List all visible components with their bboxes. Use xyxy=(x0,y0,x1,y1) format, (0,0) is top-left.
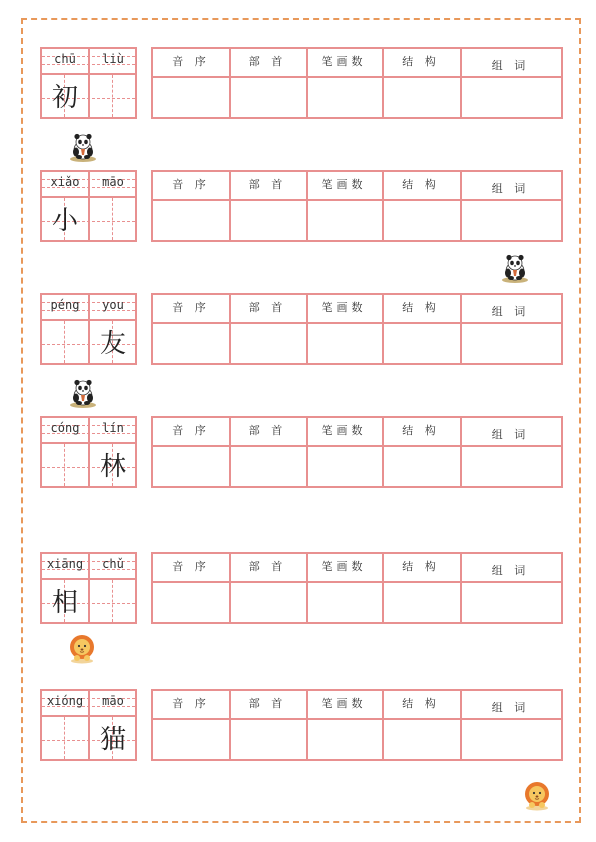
character-info-table xyxy=(151,170,563,242)
answer-cell-bushou[interactable] xyxy=(229,720,306,759)
character-left: 小 xyxy=(51,206,78,236)
answer-cell-jiegou[interactable] xyxy=(382,583,460,622)
pinyin-right: māo xyxy=(102,175,124,189)
header-zuci: 组 词 xyxy=(491,564,530,577)
character-grid xyxy=(40,170,137,242)
answer-cell-zuci[interactable] xyxy=(460,720,561,759)
character-info-table xyxy=(151,416,563,488)
character-grid xyxy=(40,293,137,365)
answer-cell-jiegou[interactable] xyxy=(382,324,460,363)
answer-cell-bihuashu[interactable] xyxy=(306,447,382,486)
answer-cell-zuci[interactable] xyxy=(460,78,561,117)
header-bihuashu: 笔画数 xyxy=(321,560,367,573)
answer-cell-bushou[interactable] xyxy=(229,583,306,622)
header-bihuashu: 笔画数 xyxy=(321,301,367,314)
header-zuci: 组 词 xyxy=(491,182,530,195)
character-grid xyxy=(40,47,137,119)
header-jiegou: 结 构 xyxy=(402,178,440,191)
header-bushou: 部 首 xyxy=(248,55,287,68)
header-jiegou: 结 构 xyxy=(402,560,440,573)
answer-cell-yinxu[interactable] xyxy=(153,583,229,622)
pinyin-right: you xyxy=(102,298,124,312)
header-bihuashu: 笔画数 xyxy=(321,424,367,437)
pinyin-left: xióng xyxy=(46,694,84,708)
answer-cell-yinxu[interactable] xyxy=(153,720,229,759)
header-bushou: 部 首 xyxy=(248,697,287,710)
answer-cell-bushou[interactable] xyxy=(229,78,306,117)
pinyin-left: xiāng xyxy=(46,557,84,571)
character-left: 相 xyxy=(51,588,78,618)
answer-cell-bihuashu[interactable] xyxy=(306,201,382,240)
pinyin-left: cóng xyxy=(50,421,80,435)
header-zuci: 组 词 xyxy=(491,59,530,72)
lion-icon xyxy=(67,634,97,666)
header-bushou: 部 首 xyxy=(248,178,287,191)
panda-icon xyxy=(500,253,530,285)
header-bihuashu: 笔画数 xyxy=(321,178,367,191)
header-bushou: 部 首 xyxy=(248,560,287,573)
pinyin-right: māo xyxy=(102,694,124,708)
answer-cell-yinxu[interactable] xyxy=(153,447,229,486)
answer-cell-jiegou[interactable] xyxy=(382,720,460,759)
header-bihuashu: 笔画数 xyxy=(321,697,367,710)
character-info-table xyxy=(151,293,563,365)
pinyin-left: chū xyxy=(54,52,76,66)
character-right: 林 xyxy=(99,452,126,482)
pinyin-left: xiǎo xyxy=(50,175,80,189)
header-jiegou: 结 构 xyxy=(402,424,440,437)
header-bushou: 部 首 xyxy=(248,424,287,437)
answer-cell-bihuashu[interactable] xyxy=(306,583,382,622)
pinyin-right: liù xyxy=(102,52,124,66)
header-bihuashu: 笔画数 xyxy=(321,55,367,68)
header-yinxu: 音 序 xyxy=(172,424,210,437)
header-jiegou: 结 构 xyxy=(402,55,440,68)
pinyin-left: péng xyxy=(50,298,80,312)
lion-icon xyxy=(522,781,552,813)
answer-cell-jiegou[interactable] xyxy=(382,201,460,240)
answer-cell-bushou[interactable] xyxy=(229,324,306,363)
answer-cell-bihuashu[interactable] xyxy=(306,324,382,363)
character-info-table xyxy=(151,689,563,761)
character-info-table xyxy=(151,47,563,119)
character-info-table xyxy=(151,552,563,624)
answer-cell-bushou[interactable] xyxy=(229,447,306,486)
header-jiegou: 结 构 xyxy=(402,697,440,710)
answer-cell-zuci[interactable] xyxy=(460,324,561,363)
header-zuci: 组 词 xyxy=(491,701,530,714)
header-yinxu: 音 序 xyxy=(172,301,210,314)
answer-cell-zuci[interactable] xyxy=(460,583,561,622)
panda-icon xyxy=(68,378,98,410)
answer-cell-yinxu[interactable] xyxy=(153,78,229,117)
answer-cell-zuci[interactable] xyxy=(460,447,561,486)
pinyin-right: lín xyxy=(102,421,124,435)
character-right: 友 xyxy=(99,329,126,359)
character-grid xyxy=(40,416,137,488)
answer-cell-jiegou[interactable] xyxy=(382,78,460,117)
character-left: 初 xyxy=(51,83,78,113)
character-right: 猫 xyxy=(99,725,126,755)
answer-cell-bihuashu[interactable] xyxy=(306,720,382,759)
header-bushou: 部 首 xyxy=(248,301,287,314)
character-grid xyxy=(40,689,137,761)
answer-cell-yinxu[interactable] xyxy=(153,201,229,240)
header-jiegou: 结 构 xyxy=(402,301,440,314)
header-yinxu: 音 序 xyxy=(172,560,210,573)
answer-cell-bushou[interactable] xyxy=(229,201,306,240)
header-zuci: 组 词 xyxy=(491,305,530,318)
answer-cell-zuci[interactable] xyxy=(460,201,561,240)
answer-cell-bihuashu[interactable] xyxy=(306,78,382,117)
character-grid xyxy=(40,552,137,624)
header-yinxu: 音 序 xyxy=(172,697,210,710)
pinyin-right: chǔ xyxy=(102,557,124,571)
answer-cell-jiegou[interactable] xyxy=(382,447,460,486)
answer-cell-yinxu[interactable] xyxy=(153,324,229,363)
header-yinxu: 音 序 xyxy=(172,55,210,68)
panda-icon xyxy=(68,132,98,164)
header-yinxu: 音 序 xyxy=(172,178,210,191)
header-zuci: 组 词 xyxy=(491,428,530,441)
